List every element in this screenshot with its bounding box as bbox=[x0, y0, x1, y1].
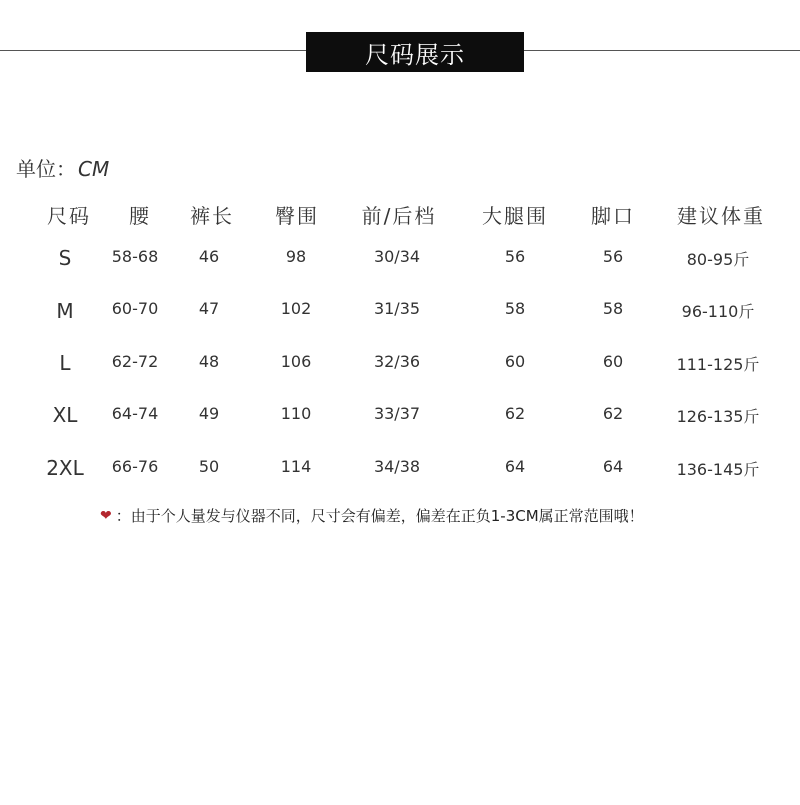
cell-rise: 31/35 bbox=[373, 299, 421, 318]
unit-label-text: 单位： bbox=[16, 157, 76, 181]
header-leg-opening: 脚口 bbox=[591, 204, 635, 228]
page-title: 尺码展示 bbox=[306, 32, 524, 72]
cell-weight: 96-110斤 bbox=[681, 302, 755, 321]
header-size: 尺码 bbox=[47, 204, 91, 228]
size-note bbox=[100, 505, 644, 526]
header-hip: 臀围 bbox=[275, 204, 319, 228]
cell-rise: 30/34 bbox=[373, 247, 421, 266]
cell-weight: 111-125斤 bbox=[676, 355, 760, 374]
note-text: 由于个人量发与仪器不同，尺寸会有偏差，偏差在正负1-3CM属正常范围哦！ bbox=[130, 507, 644, 525]
cell-leg-opening: 56 bbox=[602, 247, 624, 266]
title-divider-left bbox=[0, 50, 306, 51]
header-length: 裤长 bbox=[190, 204, 234, 228]
cell-thigh: 60 bbox=[504, 352, 526, 371]
cell-length: 48 bbox=[198, 352, 220, 371]
cell-leg-opening: 64 bbox=[602, 457, 624, 476]
cell-length: 47 bbox=[198, 299, 220, 318]
cell-waist: 66-76 bbox=[111, 457, 159, 476]
cell-hip: 98 bbox=[285, 247, 307, 266]
cell-thigh: 58 bbox=[504, 299, 526, 318]
cell-weight: 136-145斤 bbox=[676, 460, 760, 479]
header-weight: 建议体重 bbox=[677, 204, 765, 228]
cell-size: XL bbox=[52, 403, 78, 427]
cell-leg-opening: 60 bbox=[602, 352, 624, 371]
cell-waist: 58-68 bbox=[111, 247, 159, 266]
unit-label bbox=[16, 153, 109, 182]
cell-leg-opening: 58 bbox=[602, 299, 624, 318]
cell-waist: 64-74 bbox=[111, 404, 159, 423]
unit-value: CM bbox=[78, 157, 110, 181]
cell-waist: 60-70 bbox=[111, 299, 159, 318]
cell-thigh: 62 bbox=[504, 404, 526, 423]
cell-size: S bbox=[58, 246, 72, 270]
cell-hip: 106 bbox=[280, 352, 312, 371]
header-thigh: 大腿围 bbox=[482, 204, 548, 228]
cell-length: 50 bbox=[198, 457, 220, 476]
cell-length: 49 bbox=[198, 404, 220, 423]
cell-rise: 33/37 bbox=[373, 404, 421, 423]
heart-icon: ❤ bbox=[100, 507, 112, 524]
cell-weight: 126-135斤 bbox=[676, 407, 760, 426]
cell-length: 46 bbox=[198, 247, 220, 266]
cell-hip: 102 bbox=[280, 299, 312, 318]
cell-leg-opening: 62 bbox=[602, 404, 624, 423]
cell-hip: 110 bbox=[280, 404, 312, 423]
cell-thigh: 56 bbox=[504, 247, 526, 266]
note-prefix: ： bbox=[115, 507, 131, 525]
header-rise: 前/后档 bbox=[361, 204, 437, 228]
cell-thigh: 64 bbox=[504, 457, 526, 476]
cell-weight: 80-95斤 bbox=[686, 250, 750, 269]
cell-rise: 34/38 bbox=[373, 457, 421, 476]
cell-size: M bbox=[56, 299, 74, 323]
cell-hip: 114 bbox=[280, 457, 312, 476]
cell-size: L bbox=[59, 351, 71, 375]
cell-waist: 62-72 bbox=[111, 352, 159, 371]
header-waist: 腰 bbox=[129, 204, 151, 228]
cell-size: 2XL bbox=[46, 456, 84, 480]
title-divider-right bbox=[524, 50, 800, 51]
cell-rise: 32/36 bbox=[373, 352, 421, 371]
